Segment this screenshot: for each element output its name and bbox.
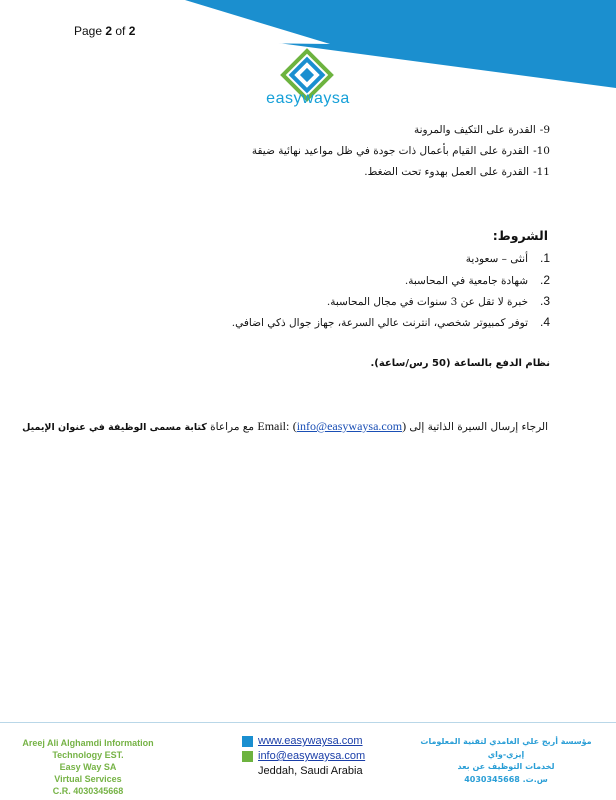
email-icon: [242, 751, 253, 762]
page-indicator: Page 2 of 2: [74, 24, 136, 38]
footer-company-ar: [418, 736, 594, 786]
logo-wordmark: easywaysa: [266, 90, 350, 107]
condition-item-4: 4.توفر كمبيوتر شخصي، انترنت عالي السرعة، جهاز جوال ذكي اضافي.: [231, 315, 550, 329]
footer-company-en: [0, 737, 176, 797]
skill-item-10: 10-القدرة على القيام بأعمال ذات جودة في ظل مواعيد نهائية ضيقة: [251, 145, 550, 157]
footer-divider: [0, 722, 616, 723]
email-subject-instruction: كتابة مسمى الوظيفة في عنوان الإيميل: [22, 422, 207, 433]
payment-note: نظام الدفع بالساعة (50 رس/ساعة).: [370, 358, 550, 369]
footer-location: Jeddah, Saudi Arabia: [258, 765, 363, 777]
footer-brand: Easy Way SA: [59, 762, 117, 772]
send-cv-note: الرجاء إرسال السيرة الذاتية إلى Email: (info@easywaysa.com) مع مراعاة كتابة مسمى الوظيفة في عنوان الإيميل: [22, 419, 548, 433]
skill-item-9: 9-القدرة على التكيف والمرونة: [413, 124, 550, 136]
condition-item-3: 3.خبرة لا تقل عن 3 سنوات في مجال المحاسبة.: [326, 294, 550, 308]
footer-company-name: Areej Ali Alghamdi Information Technology EST.: [22, 738, 154, 760]
footer-cr-number-ar: س.ت. 4030345668: [464, 774, 548, 784]
skill-item-11: 11-القدرة على العمل بهدوء تحت الضغط.: [364, 166, 550, 178]
footer-email-link[interactable]: info@easywaysa.com: [258, 750, 366, 762]
conditions-heading: الشروط:: [492, 228, 548, 243]
footer-cr-number: C.R. 4030345668: [52, 786, 124, 796]
footer-services: Virtual Services: [54, 774, 122, 784]
footer-contact: [242, 734, 365, 779]
email-link[interactable]: info@easywaysa.com: [296, 419, 403, 433]
condition-item-2: 2.شهادة جامعية في المحاسبة.: [404, 273, 550, 287]
footer-brand-ar: إيزي-واي: [487, 749, 525, 759]
footer-services-ar: لخدمات التوظيف عن بعد: [457, 762, 555, 771]
footer-company-name-ar: مؤسسة أريج علي الغامدي لتقنية المعلومات: [420, 737, 592, 746]
condition-item-1: 1.أنثى – سعودية: [465, 251, 550, 265]
email-label: Email:: [257, 419, 290, 433]
website-icon: [242, 736, 253, 747]
footer-website-link[interactable]: www.easywaysa.com: [258, 735, 363, 747]
